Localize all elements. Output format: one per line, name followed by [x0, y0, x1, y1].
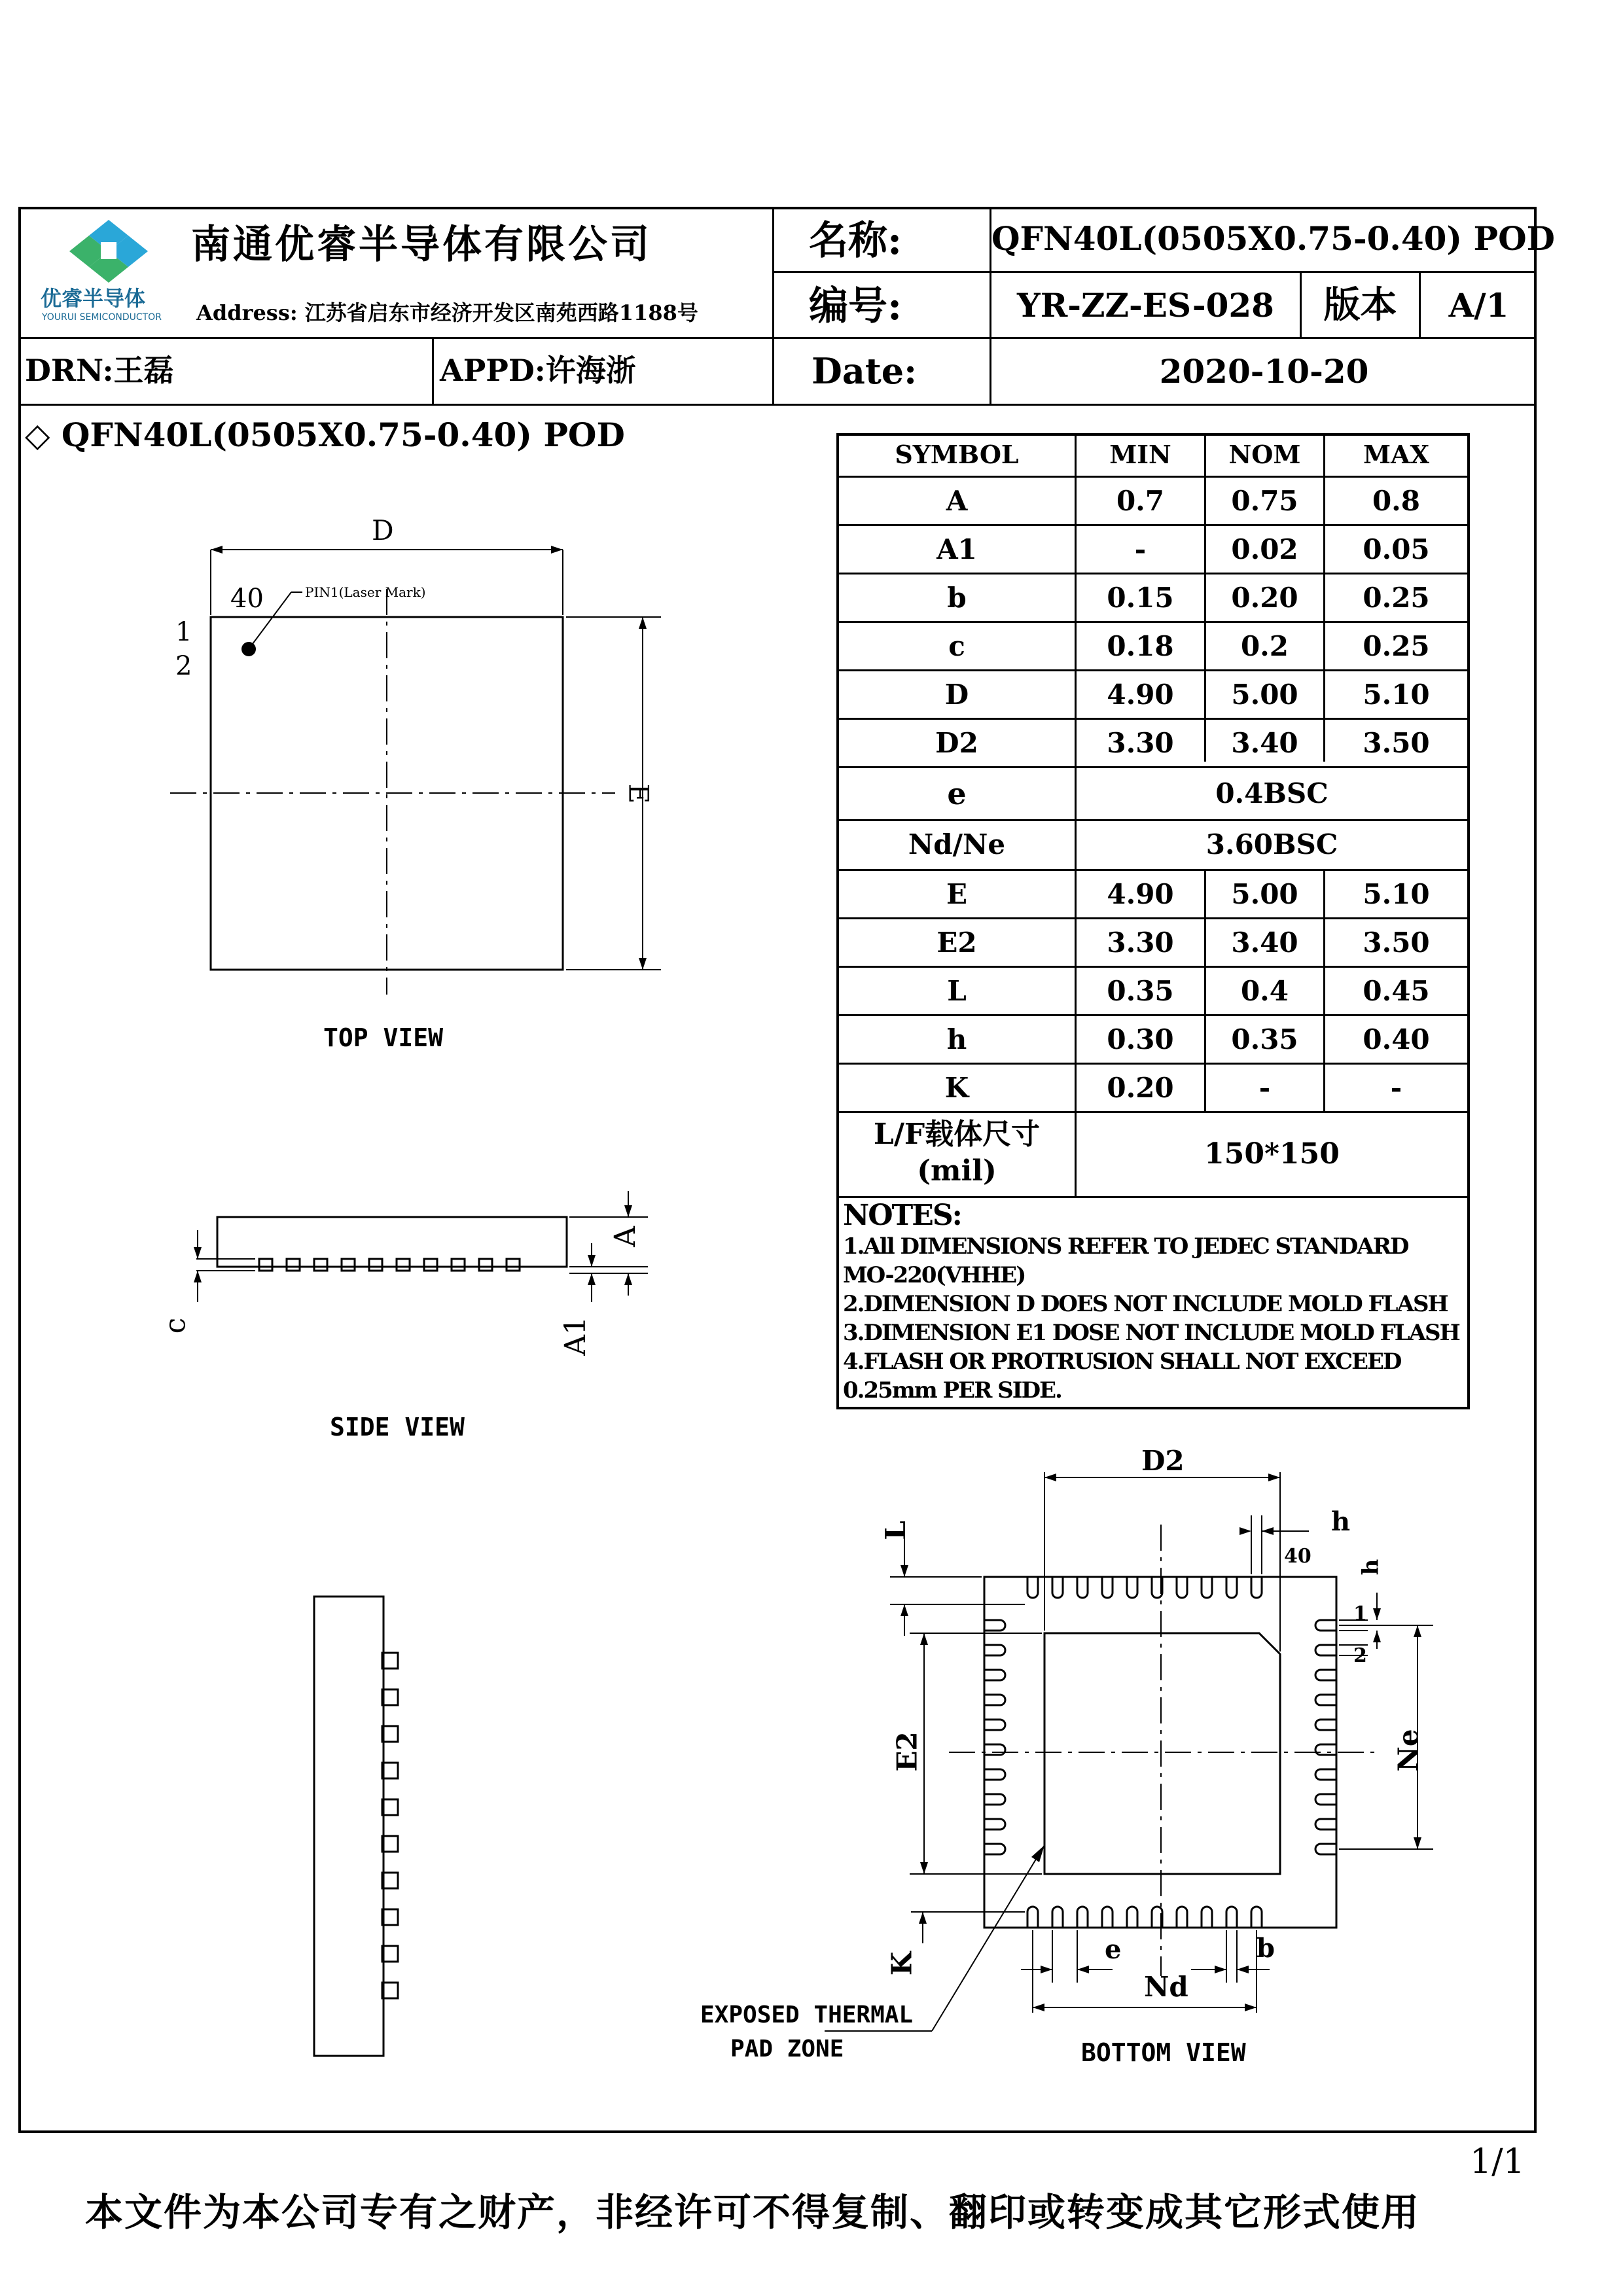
- drawing-title: ◇ QFN40L(0505X0.75-0.40) POD: [25, 415, 625, 454]
- table-divider: [836, 819, 1470, 821]
- table-divider: [836, 1196, 1470, 1198]
- table-cell: 4.90: [1107, 679, 1174, 711]
- th-min: MIN: [1109, 440, 1171, 469]
- table-cell: E2: [936, 927, 977, 959]
- side-view-rotated-drawing: [308, 1590, 399, 2061]
- lf-unit: (mil): [917, 1154, 997, 1188]
- title-divider: [772, 271, 1537, 273]
- approved-by: APPD:许海浙: [440, 353, 636, 388]
- table-cell: 0.05: [1363, 533, 1430, 565]
- table-cell: 3.50: [1363, 927, 1430, 959]
- side-dim-a: A: [608, 1226, 642, 1247]
- table-cell: b: [947, 582, 967, 614]
- top-dim-e: E: [622, 783, 655, 804]
- table-cell: E: [946, 878, 967, 910]
- pad-zone-label: EXPOSED THERMAL: [700, 2002, 914, 2028]
- table-cell: 3.60BSC: [1205, 828, 1338, 860]
- lf-label: L/F载体尺寸: [873, 1118, 1041, 1151]
- table-cell: 5.10: [1363, 878, 1430, 910]
- top-dim-d: D: [372, 514, 394, 546]
- table-divider: [836, 573, 1470, 574]
- logo-text-en: YOURUI SEMICONDUCTOR: [42, 312, 162, 323]
- top-pin1: 1: [175, 617, 192, 647]
- table-cell: D2: [935, 727, 978, 759]
- title-divider: [18, 404, 1537, 406]
- bottom-dim-d2: D2: [1141, 1445, 1185, 1477]
- table-cell: 5.00: [1231, 878, 1298, 910]
- lf-value: 150*150: [1204, 1137, 1340, 1171]
- table-cell: e: [947, 776, 967, 811]
- note-line: 2.DIMENSION D DOES NOT INCLUDE MOLD FLASH: [843, 1291, 1448, 1317]
- table-cell: 0.40: [1363, 1023, 1430, 1055]
- table-cell: 0.45: [1363, 975, 1430, 1007]
- table-divider: [836, 869, 1470, 871]
- table-divider: [836, 1014, 1470, 1016]
- table-cell: 3.40: [1231, 927, 1298, 959]
- table-cell: -: [1390, 1072, 1402, 1104]
- table-cell: 0.2: [1240, 630, 1289, 662]
- table-cell: 3.30: [1107, 727, 1174, 759]
- table-cell: 0.4BSC: [1215, 777, 1329, 809]
- bottom-dim-h-side: h: [1357, 1559, 1384, 1576]
- table-cell: c: [948, 630, 965, 662]
- page-number: 1/1: [1470, 2142, 1525, 2181]
- table-cell: -: [1258, 1072, 1271, 1104]
- table-divider: [836, 476, 1470, 478]
- bottom-dim-h: h: [1331, 1506, 1351, 1537]
- title-divider: [772, 207, 774, 404]
- pin1-laser-mark-note: PIN1(Laser Mark): [305, 584, 426, 600]
- table-divider: [836, 1063, 1470, 1065]
- table-cell: 0.20: [1107, 1072, 1174, 1104]
- company-name: 南通优睿半导体有限公司: [191, 222, 652, 268]
- table-divider: [836, 766, 1470, 768]
- table-cell: A: [946, 485, 968, 517]
- title-divider: [18, 337, 1537, 339]
- table-divider: [836, 524, 1470, 526]
- logo-text-cn: 优睿半导体: [41, 286, 146, 311]
- side-dim-c: c: [158, 1317, 192, 1334]
- side-view-label: SIDE VIEW: [330, 1413, 465, 1441]
- top-view-label: TOP VIEW: [323, 1023, 444, 1052]
- bottom-dim-b: b: [1257, 1933, 1275, 1964]
- table-cell: Nd/Ne: [908, 828, 1006, 860]
- table-cell: 5.00: [1231, 679, 1298, 711]
- date-value: 2020-10-20: [1159, 352, 1369, 391]
- table-cell: 0.8: [1372, 485, 1421, 517]
- bottom-dim-k: K: [885, 1951, 918, 1976]
- bottom-pin1: 1: [1353, 1602, 1367, 1625]
- th-max: MAX: [1363, 440, 1430, 469]
- drawn-by: DRN:王磊: [25, 353, 174, 388]
- bottom-dim-l: L: [879, 1521, 912, 1540]
- note-line: 1.All DIMENSIONS REFER TO JEDEC STANDARD: [843, 1233, 1408, 1260]
- table-cell: 0.75: [1231, 485, 1298, 517]
- table-cell: L: [947, 975, 967, 1007]
- note-line: 3.DIMENSION E1 DOSE NOT INCLUDE MOLD FLASH: [843, 1320, 1459, 1346]
- table-cell: 4.90: [1107, 878, 1174, 910]
- bottom-pin40: 40: [1284, 1545, 1311, 1568]
- table-cell: K: [944, 1072, 969, 1104]
- version-label: 版本: [1323, 283, 1397, 327]
- table-cell: 3.40: [1231, 727, 1298, 759]
- bottom-dim-nd: Nd: [1144, 1971, 1188, 2003]
- side-dim-a1: A1: [558, 1316, 592, 1356]
- bottom-dim-ne: Ne: [1392, 1729, 1425, 1772]
- table-cell: 3.30: [1107, 927, 1174, 959]
- table-divider: [836, 718, 1470, 720]
- table-cell: 0.25: [1363, 582, 1430, 614]
- table-cell: h: [946, 1023, 967, 1055]
- bottom-dim-e2: E2: [891, 1731, 923, 1772]
- note-line: MO-220(VHHE): [843, 1262, 1026, 1288]
- table-cell: A1: [936, 533, 977, 565]
- date-label: Date:: [812, 350, 918, 392]
- table-divider: [836, 966, 1470, 968]
- note-line: 4.FLASH OR PROTRUSION SHALL NOT EXCEED: [843, 1349, 1401, 1375]
- table-cell: 0.4: [1240, 975, 1289, 1007]
- table-cell: 0.15: [1107, 582, 1174, 614]
- top-pin40: 40: [230, 584, 264, 614]
- document-number: YR-ZZ-ES-028: [1017, 286, 1274, 325]
- confidentiality-footer: 本文件为本公司专有之财产，非经许可不得复制、翻印或转变成其它形式使用: [85, 2190, 1421, 2234]
- version-value: A/1: [1448, 286, 1509, 325]
- table-divider: [836, 669, 1470, 671]
- table-cell: 0.35: [1107, 975, 1174, 1007]
- th-symbol: SYMBOL: [895, 440, 1019, 469]
- table-divider: [836, 621, 1470, 623]
- bottom-dim-e: e: [1105, 1934, 1122, 1965]
- pad-zone-label: PAD ZONE: [730, 2036, 844, 2062]
- table-cell: 5.10: [1363, 679, 1430, 711]
- bottom-view-label: BOTTOM VIEW: [1081, 2038, 1246, 2067]
- company-logo: [63, 216, 154, 288]
- table-cell: D: [944, 679, 969, 711]
- table-cell: 0.30: [1107, 1023, 1174, 1055]
- table-cell: 0.25: [1363, 630, 1430, 662]
- table-divider: [836, 917, 1470, 919]
- note-line: 0.25mm PER SIDE.: [843, 1377, 1061, 1404]
- part-name: QFN40L(0505X0.75-0.40) POD: [991, 219, 1555, 258]
- table-cell: 3.50: [1363, 727, 1430, 759]
- title-divider: [432, 337, 434, 404]
- table-cell: -: [1134, 533, 1147, 565]
- bottom-pin2: 2: [1353, 1644, 1367, 1667]
- company-address: Address: 江苏省启东市经济开发区南苑西路1188号: [196, 300, 698, 325]
- table-divider: [836, 1111, 1470, 1113]
- table-cell: 0.35: [1231, 1023, 1298, 1055]
- table-cell: 0.02: [1231, 533, 1298, 565]
- name-label: 名称:: [809, 218, 902, 264]
- table-cell: 0.20: [1231, 582, 1298, 614]
- table-cell: 0.7: [1116, 485, 1165, 517]
- notes-title: NOTES:: [843, 1199, 961, 1232]
- table-cell: 0.18: [1107, 630, 1174, 662]
- th-nom: NOM: [1228, 440, 1301, 469]
- top-pin2: 2: [175, 651, 192, 681]
- number-label: 编号:: [809, 283, 902, 329]
